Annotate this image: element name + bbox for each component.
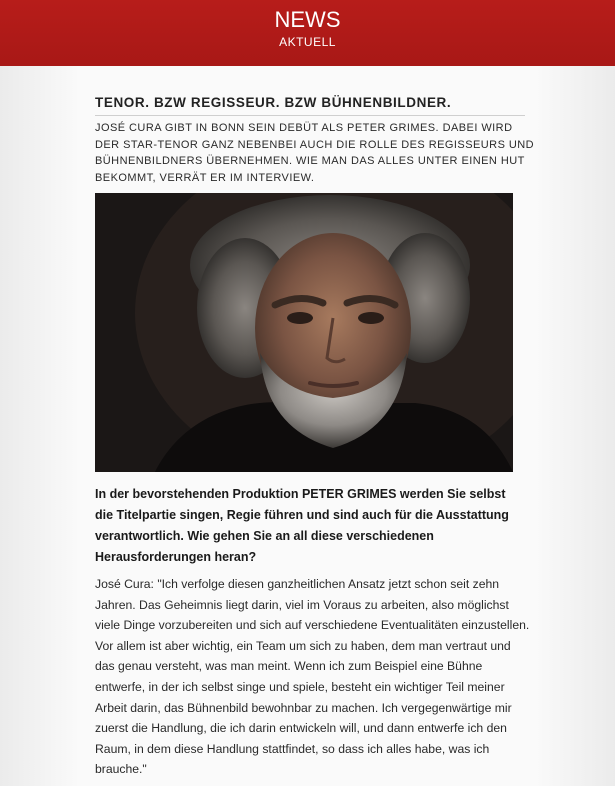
section-subtitle: AKTUELL — [279, 35, 336, 49]
section-title[interactable]: NEWS — [274, 7, 341, 32]
interview-answer: José Cura: "Ich verfolge diesen ganzheitlichen Ansatz jetzt schon seit zehn Jahren. Das Geheimnis liegt darin, viel im Voraus zu arbeiten, also möglichst viele Dinge vorzubereiten und sich auf verschiedene Eventualitäten einzustellen. Vor allem ist aber wichtig, ein Team um sich zu haben, dem man vertraut und das genau versteht, was man meint. Wenn ich zum Beispiel eine Bühne entwerfe, in der ich selbst singe und spiele, besteht ein wichtiger Teil meiner Arbeit darin, das Bühnenbild bewohnbar zu machen. Ich vergegenwärtige mir zuerst die Handlung, die ich darin entwickeln will, und dann entwerfe ich den Raum, in dem diese Handlung stattfindet, so dass ich alles habe, was ich brauche." — [95, 577, 530, 777]
article-content — [0, 66, 615, 786]
article-headline: TENOR. BZW REGISSEUR. BZW BÜHNENBILDNER. — [95, 95, 452, 110]
article-photo — [95, 193, 513, 472]
article-intro: JOSÉ CURA GIBT IN BONN SEIN DEBÜT ALS PETER GRIMES. DABEI WIRD DER STAR-TENOR GANZ NEBENBEI AUCH DIE ROLLE DES REGISSEURS UND BÜHNENBILDNERS ÜBERNEHMEN. WIE MAN DAS ALLES UNTER EINEN HUT BEKOMMT, VERRÄT ER IM INTERVIEW. — [95, 122, 535, 185]
site-header — [0, 0, 615, 66]
portrait-illustration — [95, 193, 513, 472]
interview-question: In der bevorstehenden Produktion PETER GRIMES werden Sie selbst die Titelpartie singen, Regie führen und sind auch für die Ausstattung verantwortlich. Wie gehen Sie an all diese verschiedenen Herausforderungen heran? — [95, 487, 509, 564]
headline-divider — [95, 115, 525, 116]
